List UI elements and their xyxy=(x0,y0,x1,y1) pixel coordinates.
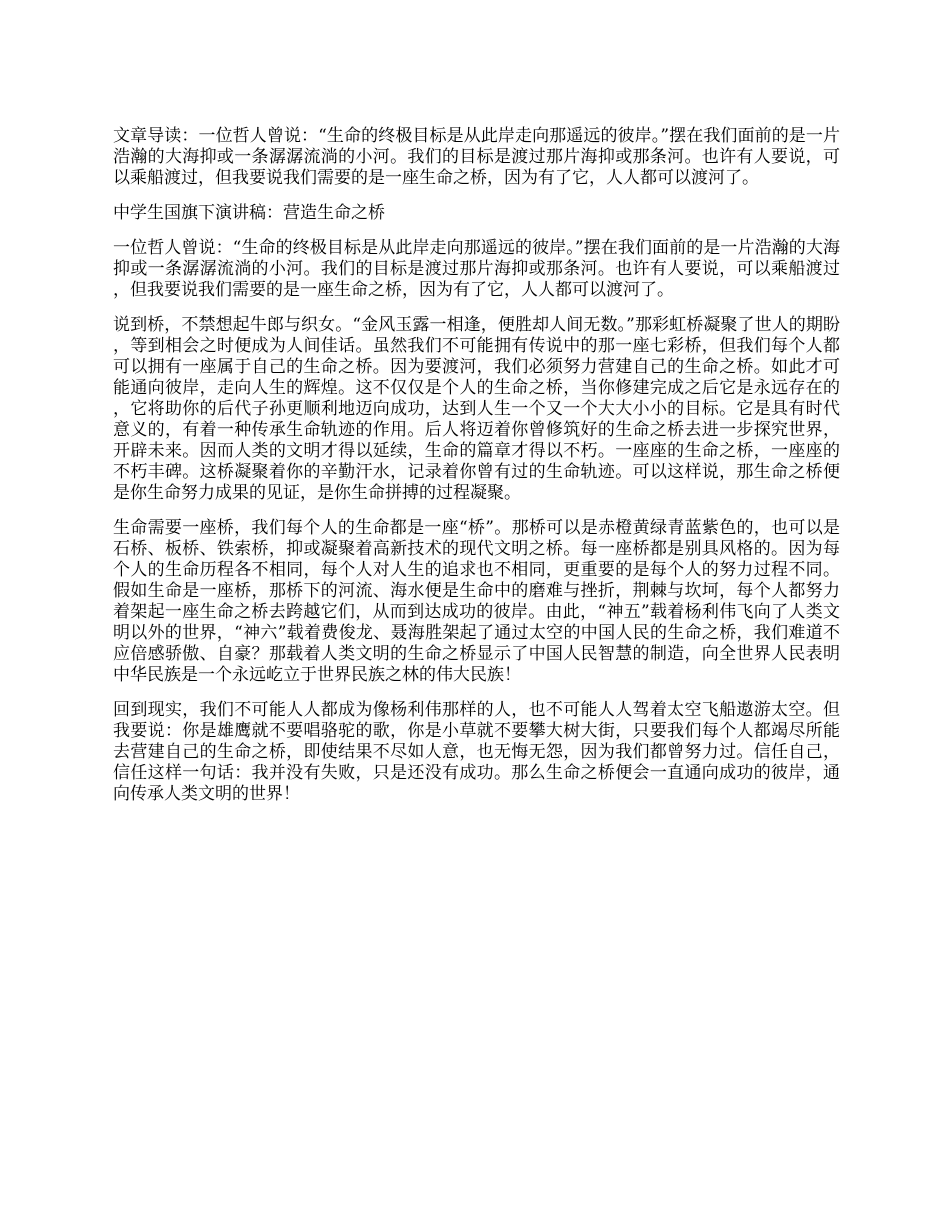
article-title: 中学生国旗下演讲稿：营造生命之桥 xyxy=(113,203,385,223)
article-intro: 文章导读：一位哲人曾说：“生命的终极目标是从此岸走向那遥远的彼岸。”摆在我们面前的是一片浩瀚的大海抑或一条潺潺流淌的小河。我们的目标是渡过那片海抑或那条河。也许有人要说，可以乘船渡过，但我要说我们需要的是一座生命之桥，因为有了它，人人都可以渡河了。 xyxy=(113,126,840,188)
body-paragraph: 一位哲人曾说：“生命的终极目标是从此岸走向那遥远的彼岸。”摆在我们面前的是一片浩瀚的大海抑或一条潺潺流淌的小河。我们的目标是渡过那片海抑或那条河。也许有人要说，可以乘船渡过，但我要说我们需要的是一座生命之桥，因为有了它，人人都可以渡河了。 xyxy=(113,238,840,300)
body-paragraph: 生命需要一座桥，我们每个人的生命都是一座“桥”。那桥可以是赤橙黄绿青蓝紫色的，也可以是石桥、板桥、铁索桥，抑或凝聚着高新技术的现代文明之桥。每一座桥都是别具风格的。因为每个人的生命历程各不相同，每个人对人生的追求也不相同，更重要的是每个人的努力过程不同。假如生命是一座桥，那桥下的河流、海水便是生命中的磨难与挫折，荆棘与坎坷，每个人都努力着架起一座生命之桥去跨越它们，从而到达成功的彼岸。由此，“神五”载着杨利伟飞向了人类文明以外的世界，“神六”载着费俊龙、聂海胜架起了通过太空的中国人民的生命之桥，我们难道不应倍感骄傲、自豪？那载着人类文明的生命之桥显示了中国人民智慧的制造，向全世界人民表明中华民族是一个永远屹立于世界民族之林的伟大民族！ xyxy=(113,518,840,685)
body-paragraph: 回到现实，我们不可能人人都成为像杨利伟那样的人，也不可能人人驾着太空飞船遨游太空。但我要说：你是雄鹰就不要唱骆驼的歌，你是小草就不要攀大树大街，只要我们每个人都竭尽所能去营建自己的生命之桥，即使结果不尽如人意，也无悔无怨，因为我们都曾努力过。信任自己，信任这样一句话：我并没有失败，只是还没有成功。那么生命之桥便会一直通向成功的彼岸，通向传承人类文明的世界！ xyxy=(113,700,840,804)
document-page xyxy=(113,126,840,819)
body-paragraph: 说到桥，不禁想起牛郎与织女。“金风玉露一相逢，便胜却人间无数。”那彩虹桥凝聚了世人的期盼，等到相会之时便成为人间佳话。虽然我们不可能拥有传说中的那一座七彩桥，但我们每个人都可以拥有一座属于自己的生命之桥。因为要渡河，我们必须努力营建自己的生命之桥。如此才可能通向彼岸，走向人生的辉煌。这不仅仅是个人的生命之桥，当你修建完成之后它是永远存在的，它将助你的后代子孙更顺利地迈向成功，达到人生一个又一个大大小小的目标。它是具有时代意义的，有着一种传承生命轨迹的作用。后人将迈着你曾修筑好的生命之桥去进一步探究世界，开辟未来。因而人类的文明才得以延续，生命的篇章才得以不朽。一座座的生命之桥，一座座的不朽丰碑。这桥凝聚着你的辛勤汗水，记录着你曾有过的生命轨迹。可以这样说，那生命之桥便是你生命努力成果的见证，是你生命拼搏的过程凝聚。 xyxy=(113,315,840,503)
